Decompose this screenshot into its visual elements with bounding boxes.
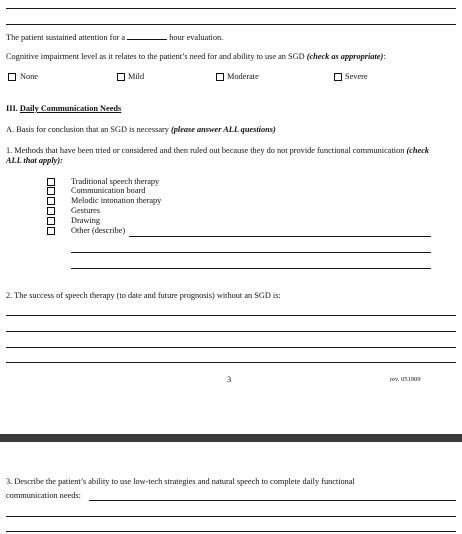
cognitive-severe-checkbox[interactable] — [334, 73, 342, 81]
cognitive-mild-label: Mild — [128, 72, 145, 81]
part-a-text: A. Basis for conclusion that an SGD is necessary — [6, 125, 169, 134]
other-describe-line[interactable] — [129, 236, 431, 237]
question-2-text: 2. The success of speech therapy (to date and future prognosis) without an SGD is: — [6, 291, 281, 300]
method-label: Other (describe) — [71, 226, 126, 235]
method-checkbox[interactable] — [47, 227, 55, 235]
answer-line[interactable] — [6, 347, 456, 348]
answer-line[interactable] — [6, 362, 456, 363]
method-label: Melodic intonation therapy — [71, 196, 162, 205]
method-checkbox[interactable] — [47, 217, 55, 225]
cognitive-none-checkbox[interactable] — [8, 73, 16, 81]
method-checkbox[interactable] — [47, 178, 55, 186]
cognitive-question — [6, 52, 386, 61]
answer-line — [6, 8, 456, 9]
question-3-label: communication needs: — [6, 491, 81, 500]
answer-line[interactable] — [6, 331, 456, 332]
answer-line[interactable] — [6, 516, 456, 517]
attention-prefix: The patient sustained attention for a — [6, 33, 126, 42]
method-label: Gestures — [71, 206, 101, 215]
question-3-line2 — [6, 491, 81, 500]
question-1-instruction-cont: ALL that apply): — [6, 156, 63, 165]
section-title: Daily Communication Needs — [19, 104, 122, 113]
section-heading — [6, 104, 121, 113]
part-a-heading — [6, 125, 276, 134]
question-3-line1: 3. Describe the patient’s ability to use low-tech strategies and natural speech to complete daily functional — [6, 477, 355, 486]
cognitive-none-label: None — [20, 72, 38, 81]
answer-line[interactable] — [6, 531, 456, 532]
cognitive-prefix: Cognitive impairment level as it relates to the patient’s need for and ability to use an SGD — [6, 52, 305, 61]
method-label: Traditional speech therapy — [71, 177, 160, 186]
question-1-instruction: (check — [406, 146, 430, 155]
cognitive-moderate-label: Moderate — [227, 72, 259, 81]
answer-line[interactable] — [89, 500, 456, 501]
cognitive-instruction: (check as appropriate) — [306, 52, 384, 61]
page-break-bar — [0, 434, 462, 442]
cognitive-colon: : — [383, 52, 386, 61]
section-number: III. — [6, 104, 18, 113]
other-describe-line[interactable] — [71, 252, 431, 253]
method-checkbox[interactable] — [47, 207, 55, 215]
method-checkbox[interactable] — [47, 187, 55, 195]
page-number: 3 — [227, 375, 232, 384]
question-1 — [6, 146, 429, 155]
answer-line — [6, 24, 456, 25]
question-1-text: 1. Methods that have been tried or considered and then ruled out because they do not provide functional communication — [6, 146, 405, 155]
method-label: Drawing — [71, 216, 101, 225]
other-describe-line[interactable] — [71, 268, 431, 269]
cognitive-severe-label: Severe — [345, 72, 368, 81]
cognitive-mild-checkbox[interactable] — [117, 73, 125, 81]
part-a-instruction: (please answer ALL questions) — [171, 125, 276, 134]
attention-suffix: hour evaluation. — [169, 33, 224, 42]
method-checkbox[interactable] — [47, 197, 55, 205]
attention-sentence — [6, 32, 223, 42]
answer-line[interactable] — [6, 315, 456, 316]
attention-hours-blank[interactable] — [127, 32, 167, 40]
method-label: Communication board — [71, 186, 146, 195]
revision-label: rev. 051909 — [390, 376, 421, 383]
cognitive-moderate-checkbox[interactable] — [216, 73, 224, 81]
